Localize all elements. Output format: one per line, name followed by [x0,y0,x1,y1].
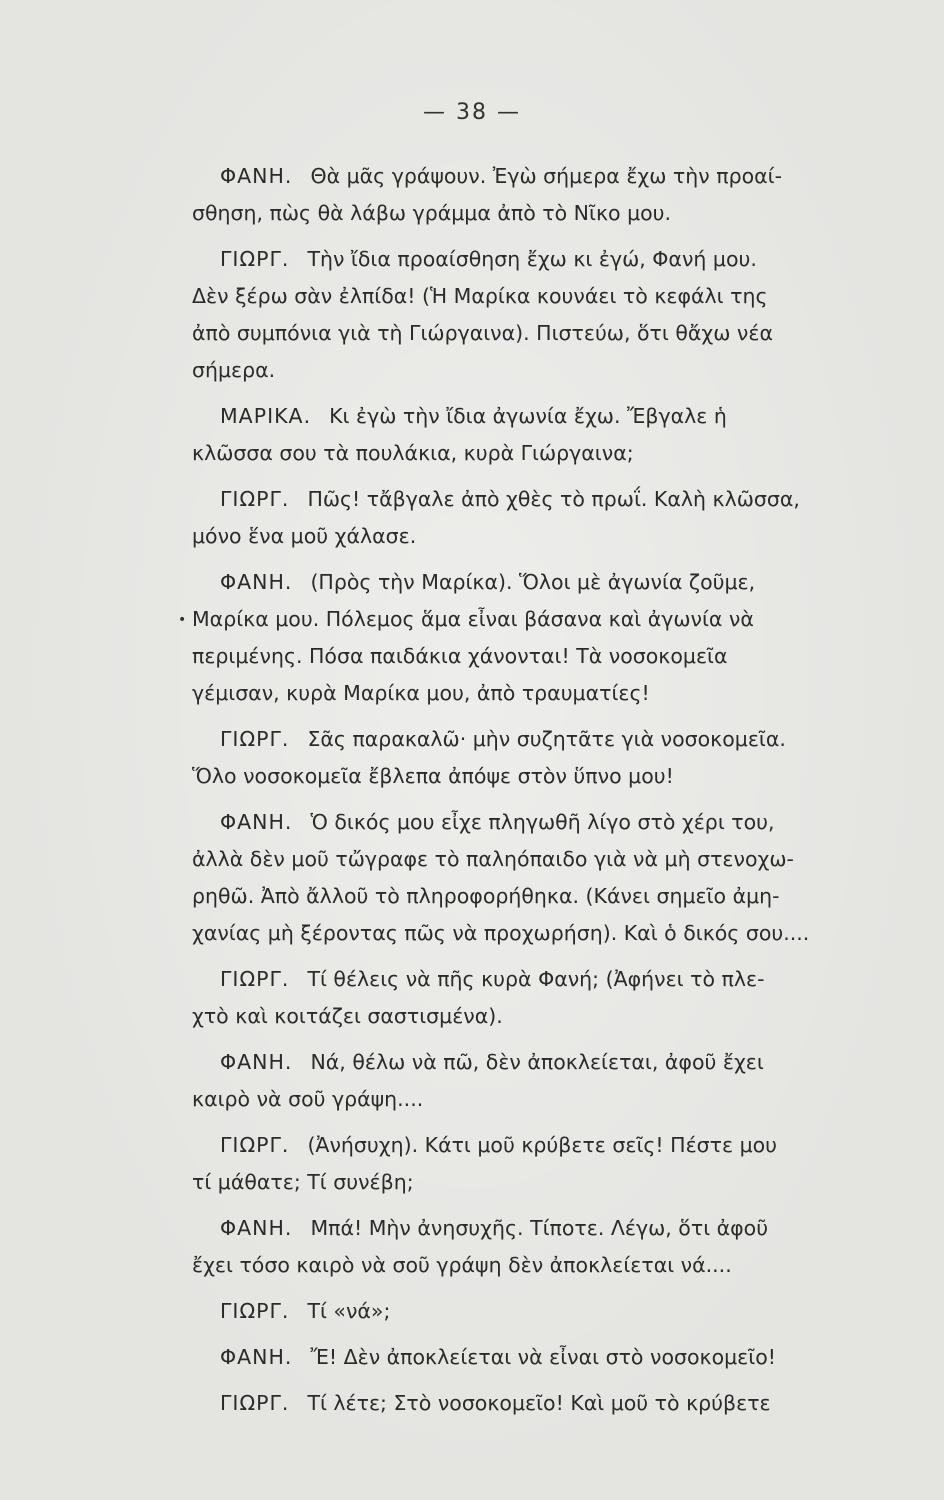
text-line [192,638,917,675]
speaker-name: ΦΑΝΗ. [220,810,293,834]
text-line [192,481,917,518]
text-line [192,241,917,278]
text-line [192,961,917,998]
speaker-name: ΓΙΩΡΓ. [220,487,290,511]
line-text: Μπά! Μὴν ἀνησυχῆς. Τίποτε. Λέγω, ὅτι ἀφοῦ [310,1216,769,1240]
speaker-name: ΦΑΝΗ. [220,164,293,188]
line-text: Ὁ δικός μου εἶχε πληγωθῆ λίγο στὸ χέρι του, [310,810,775,834]
line-text: Σᾶς παρακαλῶ· μὴν συζητᾶτε γιὰ νοσοκομεῖα. [307,727,786,751]
line-text: χανίας μὴ ξέροντας πῶς νὰ προχωρήση). Καὶ ὁ δικός σου.... [192,921,810,945]
speaker-name: ΦΑΝΗ. [220,1345,293,1369]
page-number: — 38 — [423,100,521,125]
ink-mark: • [178,612,187,628]
line-text: κλῶσσα σου τὰ πουλάκια, κυρὰ Γιώργαινα; [192,441,634,465]
text-line [192,195,917,232]
speaker-name: ΓΙΩΡΓ. [220,967,290,991]
line-text: ἀλλὰ δὲν μοῦ τὤγραφε τὸ παληόπαιδο γιὰ νὰ μὴ στενοχω- [192,847,794,871]
speech-block [192,241,917,389]
speech-block [192,398,917,472]
line-text: Κι ἐγὼ τὴν ἴδια ἀγωνία ἔχω. Ἔβγαλε ἡ [329,404,727,428]
line-text: καιρὸ νὰ σοῦ γράψη.... [192,1087,424,1111]
text-line [192,1081,917,1118]
text-line [192,601,917,638]
speech-block [192,1385,917,1422]
speech-block [192,1293,917,1330]
line-text: Μαρίκα μου. Πόλεμος ἅμα εἶναι βάσανα καὶ ἀγωνία νὰ [192,607,754,631]
speech-block [192,721,917,795]
text-line [192,518,917,555]
text-line [192,878,917,915]
line-text: Τὴν ἴδια προαίσθηση ἔχω κι ἐγώ, Φανή μου. [307,247,757,271]
text-line [192,841,917,878]
text-line [192,758,917,795]
text-line [192,998,917,1035]
line-text: Τί θέλεις νὰ πῆς κυρὰ Φανή; (Ἀφήνει τὸ πλε- [307,967,765,991]
text-line [192,1247,917,1284]
line-text: σήμερα. [192,358,276,382]
text-line [192,1385,917,1422]
speech-block [192,1044,917,1118]
text-line [192,564,917,601]
text-line [192,1127,917,1164]
text-line [192,278,917,315]
text-line [192,1164,917,1201]
text-line [192,1339,917,1376]
text-line [192,721,917,758]
text-line [192,352,917,389]
line-text: Τί λέτε; Στὸ νοσοκομεῖο! Καὶ μοῦ τὸ κρύβετε [307,1391,771,1415]
line-text: ἀπὸ συμπόνια γιὰ τὴ Γιώργαινα). Πιστεύω, ὅτι θἄχω νέα [192,321,773,345]
text-line [192,435,917,472]
text-line [192,915,917,952]
speech-block [192,1339,917,1376]
speaker-name: ΦΑΝΗ. [220,1050,293,1074]
line-text: χτὸ καὶ κοιτάζει σαστισμένα). [192,1004,503,1028]
speech-block [192,804,917,952]
line-text: τί μάθατε; Τί συνέβη; [192,1170,414,1194]
speaker-name: ΓΙΩΡΓ. [220,727,290,751]
speaker-name: ΓΙΩΡΓ. [220,1391,290,1415]
line-text: ρηθῶ. Ἀπὸ ἄλλοῦ τὸ πληροφορήθηκα. (Κάνει σημεῖο ἀμη- [192,884,780,908]
line-text: (Ἀνήσυχη). Κάτι μοῦ κρύβετε σεῖς! Πέστε μου [307,1133,778,1157]
line-text: Ἔ! Δὲν ἀποκλείεται νὰ εἶναι στὸ νοσοκομεῖο! [310,1345,776,1369]
text-line [192,804,917,841]
line-text: σθηση, πὼς θὰ λάβω γράμμα ἀπὸ τὸ Νῖκο μου. [192,201,672,225]
line-text: ἔχει τόσο καιρὸ νὰ σοῦ γράψη δὲν ἀποκλείεται νά.... [192,1253,732,1277]
line-text: περιμένης. Πόσα παιδάκια χάνονται! Τὰ νοσοκομεῖα [192,644,728,668]
speaker-name: ΓΙΩΡΓ. [220,247,290,271]
speech-block [192,481,917,555]
text-line [192,398,917,435]
text-line [192,1210,917,1247]
speech-block [192,1210,917,1284]
line-text: Δὲν ξέρω σὰν ἐλπίδα! (Ἡ Μαρίκα κουνάει τὸ κεφάλι της [192,284,768,308]
speaker-name: ΓΙΩΡΓ. [220,1133,290,1157]
line-text: Πῶς! τἄβγαλε ἀπὸ χθὲς τὸ πρωΐ. Καλὴ κλῶσσα, [307,487,800,511]
speaker-name: ΦΑΝΗ. [220,570,293,594]
line-text: γέμισαν, κυρὰ Μαρίκα μου, ἀπὸ τραυματίες! [192,681,650,705]
text-line [192,315,917,352]
speaker-name: ΓΙΩΡΓ. [220,1299,290,1323]
line-text: Θὰ μᾶς γράψουν. Ἐγὼ σήμερα ἔχω τὴν προαί- [310,164,782,188]
play-text [192,158,917,1431]
line-text: μόνο ἕνα μοῦ χάλασε. [192,524,417,548]
text-line [192,158,917,195]
line-text: Ὅλο νοσοκομεῖα ἔβλεπα ἀπόψε στὸν ὕπνο μου! [192,764,674,788]
line-text: Νά, θέλω νὰ πῶ, δὲν ἀποκλείεται, ἀφοῦ ἔχει [310,1050,764,1074]
text-line [192,1044,917,1081]
text-line [192,675,917,712]
speech-block [192,158,917,232]
speech-block [192,1127,917,1201]
line-text: (Πρὸς τὴν Μαρίκα). Ὅλοι μὲ ἀγωνία ζοῦμε, [310,570,756,594]
text-line [192,1293,917,1330]
speech-block [192,564,917,712]
speech-block [192,961,917,1035]
speaker-name: ΜΑΡΙΚΑ. [220,404,312,428]
speaker-name: ΦΑΝΗ. [220,1216,293,1240]
line-text: Τί «νά»; [307,1299,391,1323]
